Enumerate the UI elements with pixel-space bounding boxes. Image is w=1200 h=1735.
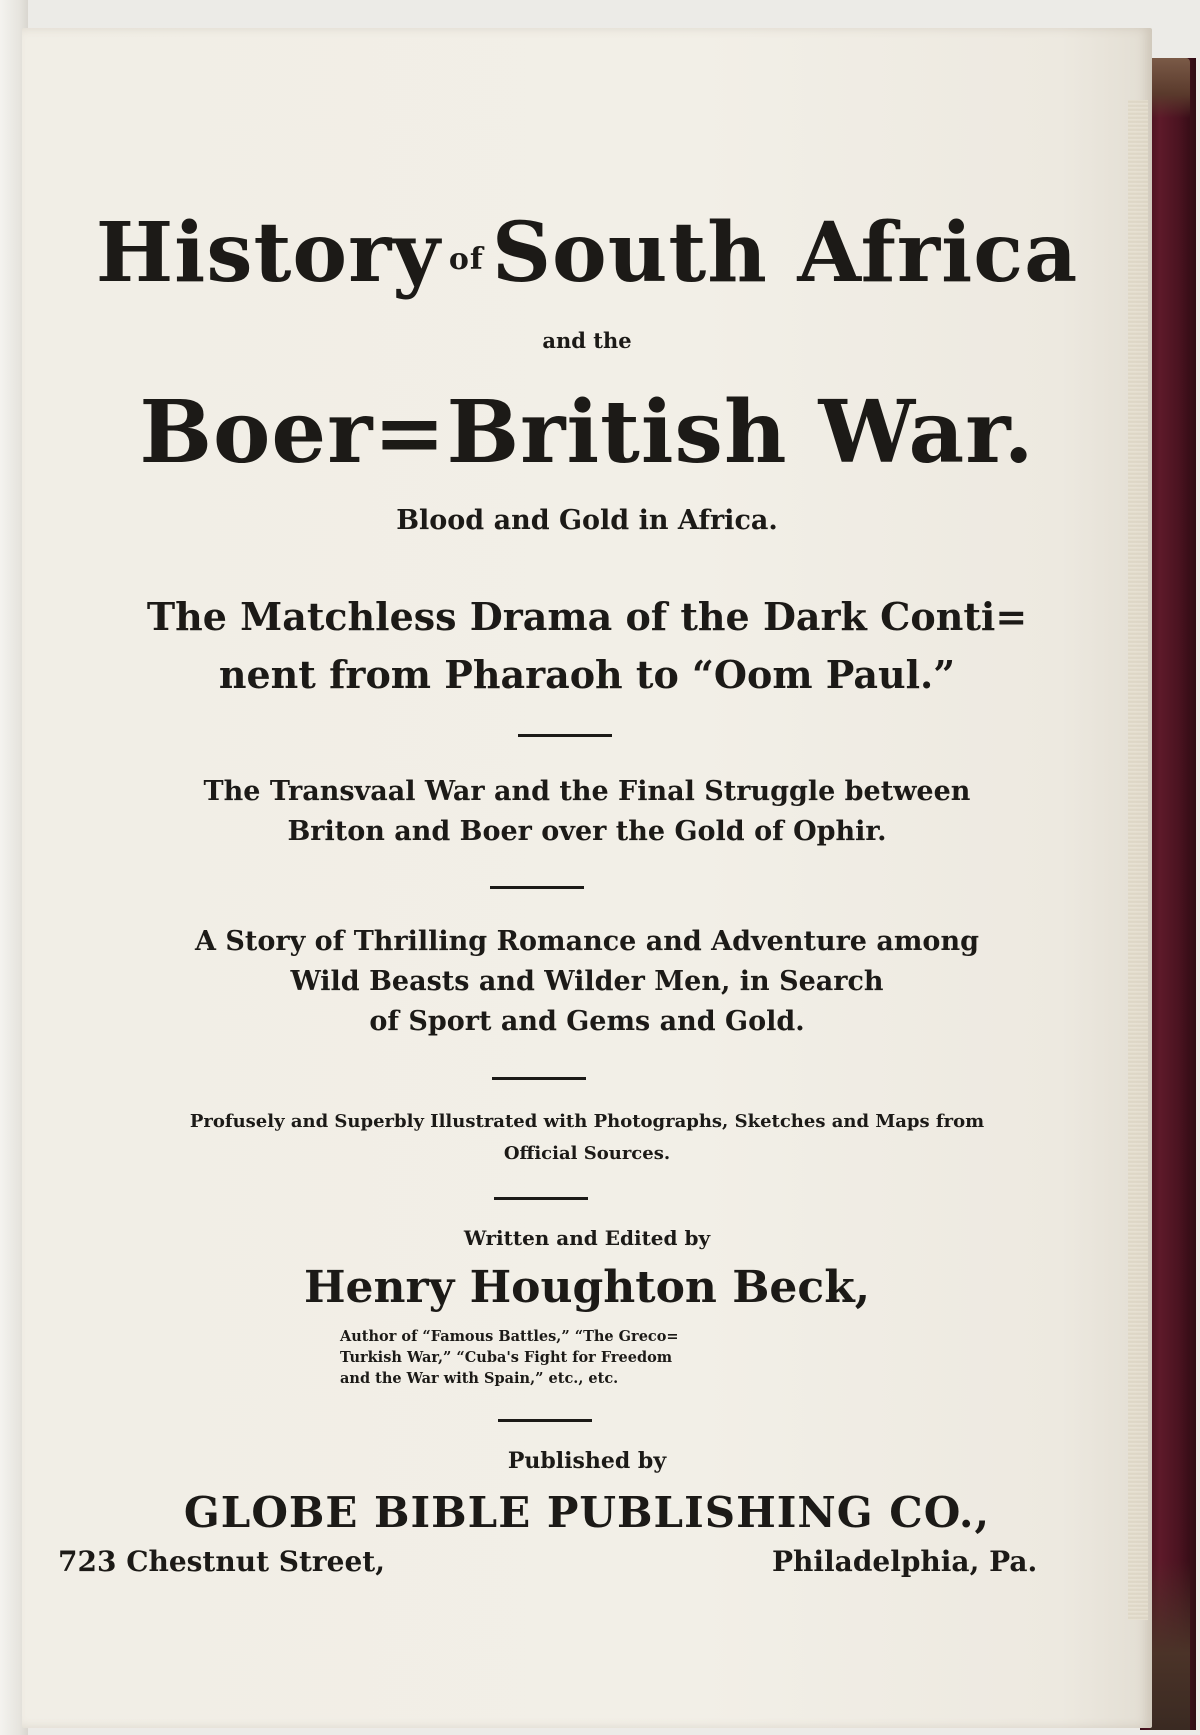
transvaal-line-1: The Transvaal War and the Final Struggle between: [203, 776, 971, 807]
main-title-of: of: [448, 242, 484, 278]
author-note: [340, 1326, 800, 1389]
story-line-2: Wild Beasts and Wilder Men, in Search: [290, 966, 884, 997]
story-line-1: A Story of Thrilling Romance and Adventure among: [195, 926, 979, 957]
divider-rule-5: [498, 1419, 592, 1422]
story-line-3: of Sport and Gems and Gold.: [369, 1006, 805, 1037]
and-the-text: and the: [542, 328, 632, 353]
divider-rule-4: [494, 1197, 588, 1200]
second-title: Boer=British War.: [139, 382, 1035, 483]
divider-rule-2: [490, 886, 584, 889]
divider-rule-1: [518, 734, 612, 737]
subtitle: Blood and Gold in Africa.: [396, 505, 778, 536]
illustrated-line-1: Profusely and Superbly Illustrated with Photographs, Sketches and Maps from: [189, 1111, 985, 1132]
author-note-line-3: and the War with Spain,” etc., etc.: [340, 1370, 619, 1387]
transvaal-block: [22, 772, 1152, 852]
spine-wear-bottom: [1150, 1560, 1190, 1730]
drama-block: [22, 588, 1152, 704]
publisher-name: GLOBE BIBLE PUBLISHING CO.,: [183, 1488, 991, 1537]
address-street: 723 Chestnut Street,: [58, 1545, 385, 1578]
main-title: [22, 205, 1152, 301]
story-block: [22, 922, 1152, 1042]
address-city: Philadelphia, Pa.: [772, 1545, 1038, 1578]
published-by: Published by: [507, 1448, 667, 1474]
illustrated-line-2: Official Sources.: [503, 1143, 671, 1164]
main-title-history: History: [95, 205, 441, 301]
illustrated-block: [22, 1106, 1152, 1170]
author-name: Henry Houghton Beck,: [303, 1262, 871, 1313]
drama-line-2: nent from Pharaoh to “Oom Paul.”: [218, 652, 956, 697]
main-title-south-africa: South Africa: [491, 205, 1079, 301]
author-note-line-2: Turkish War,” “Cuba's Fight for Freedom: [340, 1349, 673, 1366]
author-note-line-1: Author of “Famous Battles,” “The Greco=: [340, 1328, 679, 1345]
divider-rule-3: [492, 1077, 586, 1080]
drama-line-1: The Matchless Drama of the Dark Conti=: [146, 594, 1028, 639]
transvaal-line-2: Briton and Boer over the Gold of Ophir.: [287, 816, 887, 847]
written-by: Written and Edited by: [463, 1226, 711, 1250]
